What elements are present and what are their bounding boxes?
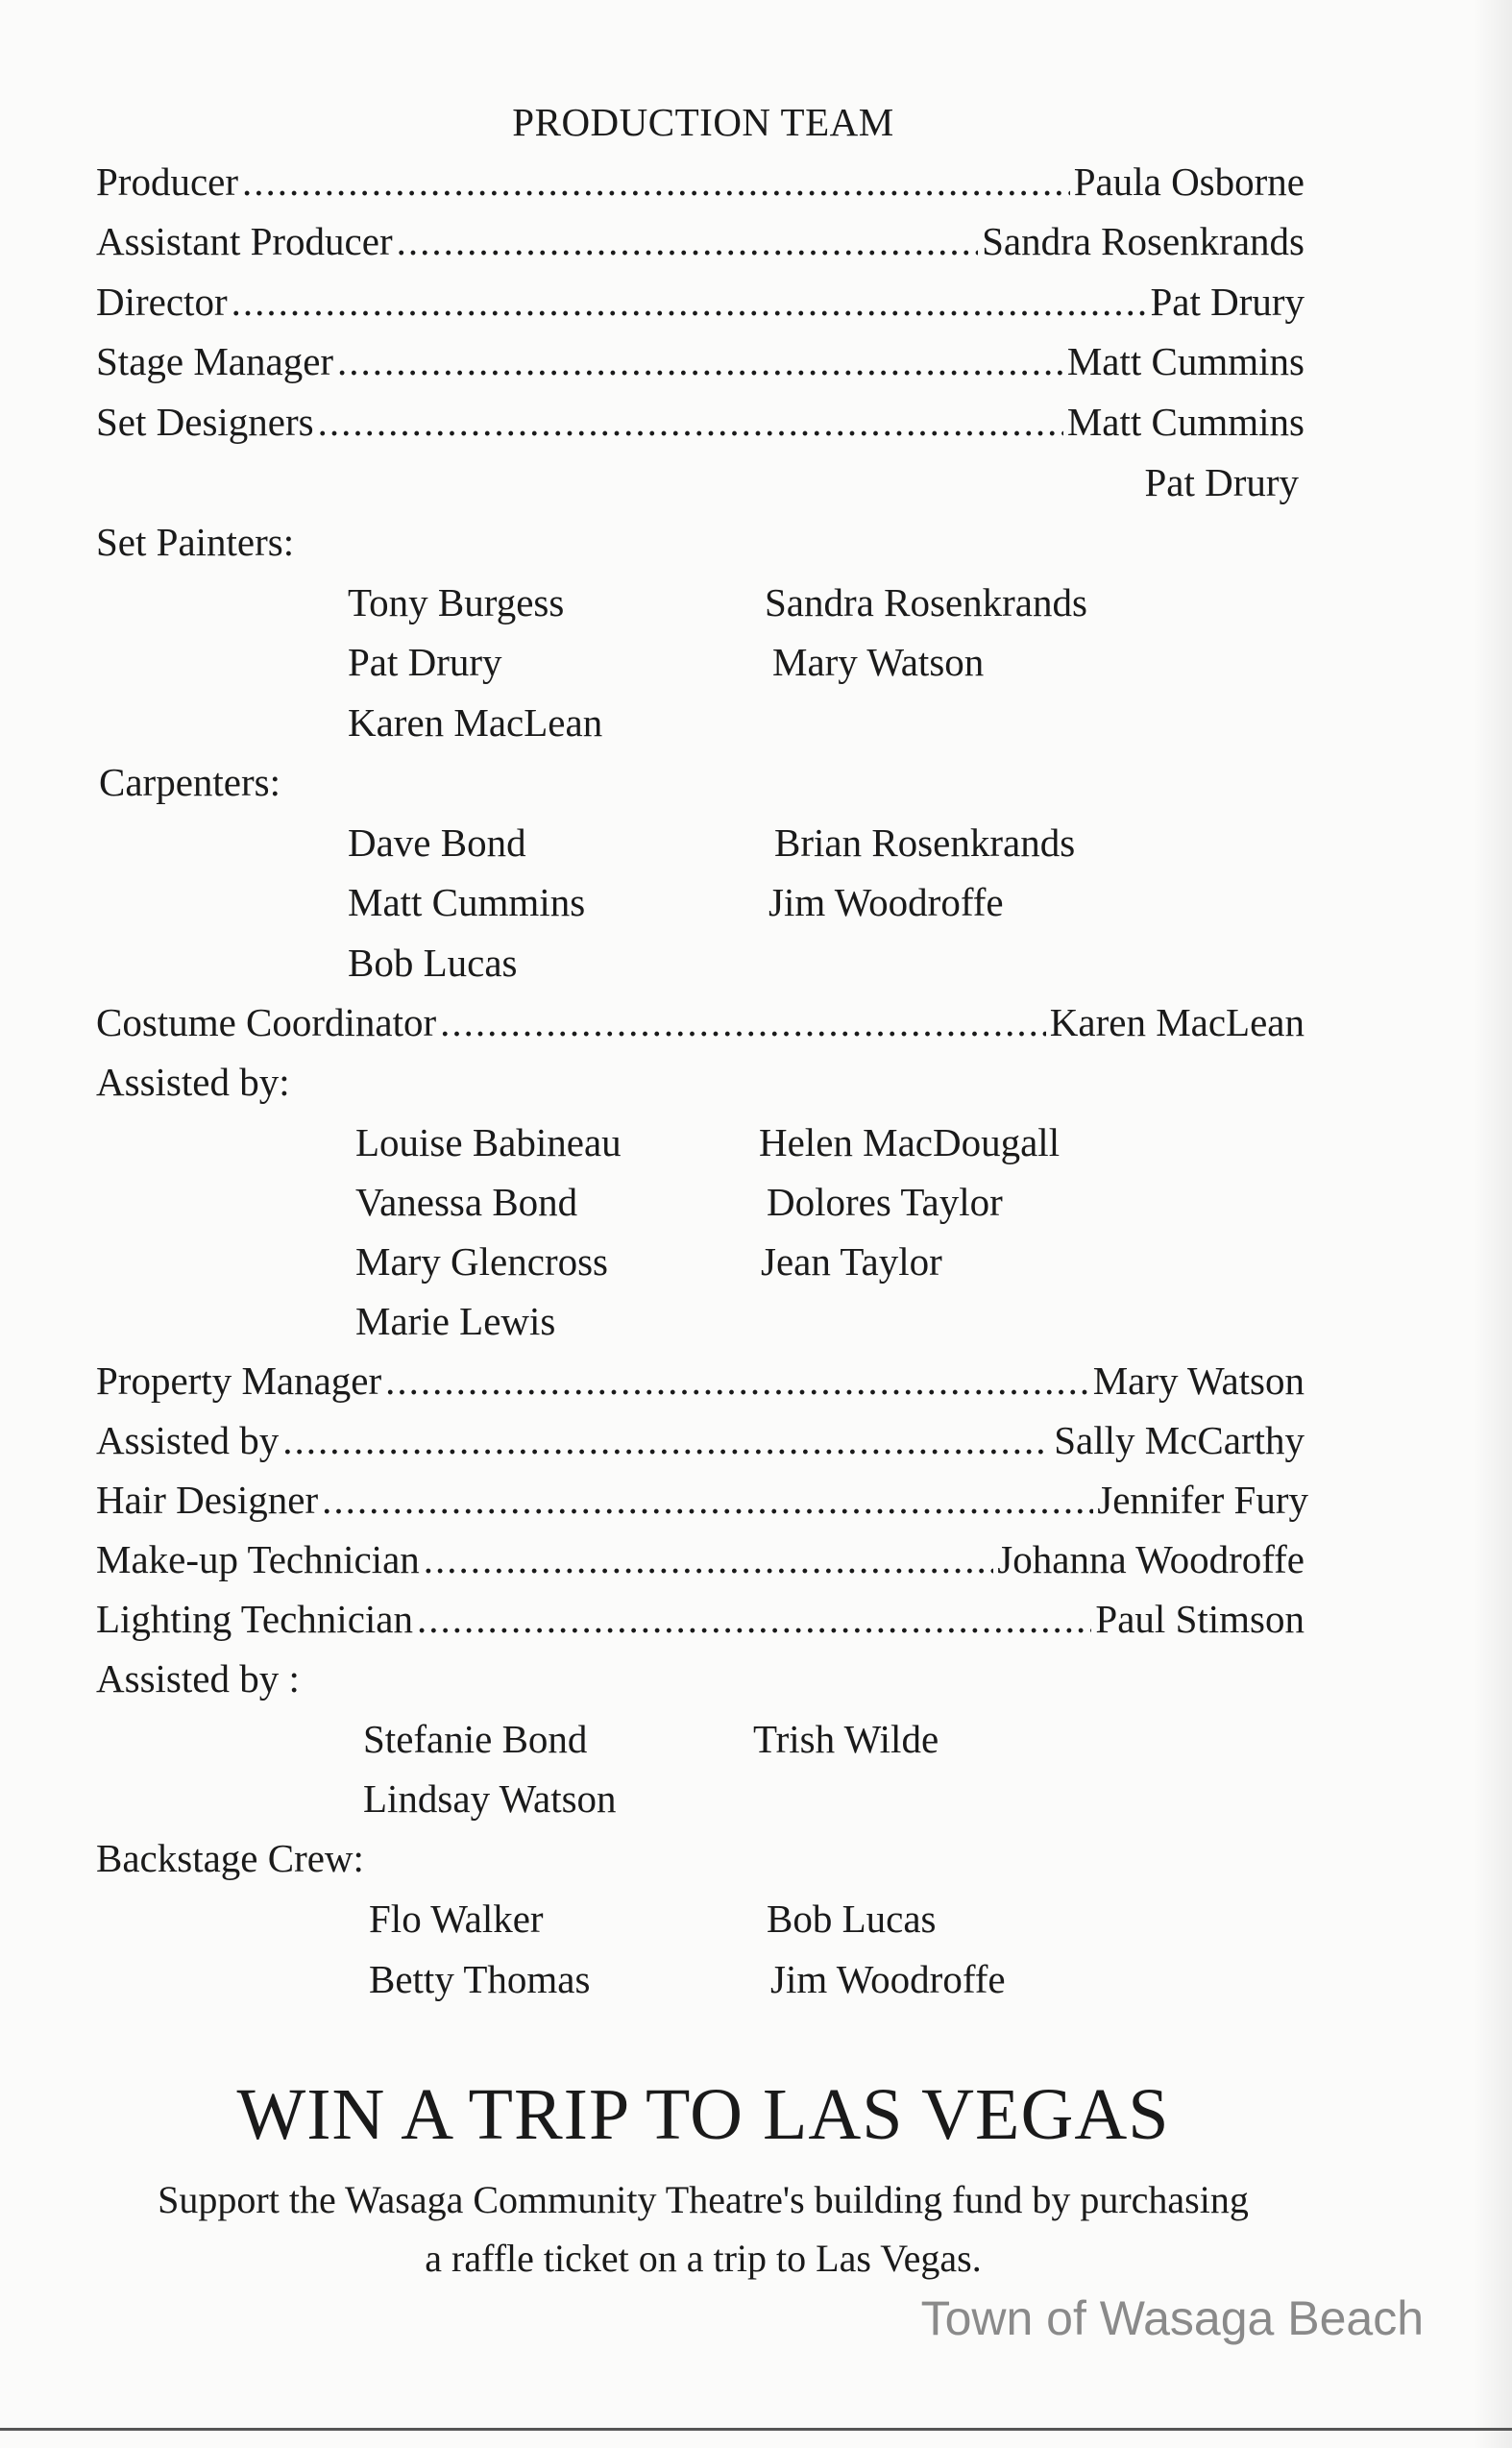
leader-dots (337, 338, 1063, 384)
credit-row (96, 399, 1305, 447)
credit-row (96, 218, 1305, 266)
person-name: Bob Lucas (348, 941, 518, 985)
credit-row (96, 338, 1305, 386)
role-label: Assistant Producer (96, 219, 393, 263)
promo-text-line: Support the Wasaga Community Theatre's building fund by purchasing (158, 2178, 1249, 2221)
person-name: Pat Drury (348, 640, 502, 684)
role-label: Stage Manager (96, 339, 334, 383)
credit-row (96, 1536, 1305, 1584)
person-name: Brian Rosenkrands (774, 820, 1076, 865)
group-label: Set Painters: (96, 520, 295, 564)
person-name: Lindsay Watson (363, 1776, 617, 1821)
person-name: Matt Cummins (1066, 339, 1305, 383)
credit-row (96, 159, 1305, 207)
leader-dots (232, 279, 1147, 325)
person-name: Paul Stimson (1095, 1597, 1305, 1641)
page-edge-shadow (1474, 0, 1512, 2448)
role-label: Assisted by (96, 1418, 280, 1462)
person-name: Trish Wilde (753, 1717, 939, 1761)
leader-dots (242, 159, 1070, 205)
person-name: Mary Watson (1092, 1359, 1305, 1403)
group-label: Assisted by : (96, 1656, 300, 1701)
person-name: Mary Glencross (355, 1239, 609, 1284)
role-label: Make-up Technician (96, 1537, 420, 1581)
person-name: Mary Watson (772, 640, 985, 684)
leader-dots (385, 1358, 1089, 1404)
watermark: Town of Wasaga Beach (920, 2291, 1424, 2345)
person-name: Stefanie Bond (363, 1717, 588, 1761)
person-name: Dave Bond (348, 820, 526, 865)
person-name: Sandra Rosenkrands (982, 219, 1305, 263)
leader-dots (322, 1477, 1093, 1523)
person-name: Matt Cummins (1066, 400, 1305, 444)
group-label: Carpenters: (99, 760, 280, 804)
person-name: Jim Woodroffe (770, 1957, 1006, 2001)
promo-title: WIN A TRIP TO LAS VEGAS (236, 2074, 1170, 2155)
person-name: Karen MacLean (1049, 1000, 1305, 1044)
person-name: Matt Cummins (348, 880, 586, 924)
person-name: Bob Lucas (767, 1897, 937, 1941)
credit-row (96, 279, 1305, 327)
person-name: Tony Burgess (348, 580, 565, 624)
credit-row (96, 999, 1305, 1047)
credit-row (96, 1358, 1305, 1406)
person-name: Jennifer Fury (1097, 1478, 1308, 1522)
leader-dots (424, 1536, 994, 1582)
person-name: Karen MacLean (348, 700, 603, 745)
person-name: Dolores Taylor (767, 1180, 1003, 1224)
person-name: Louise Babineau (355, 1120, 622, 1164)
promo-text-line: a raffle ticket on a trip to Las Vegas. (425, 2237, 982, 2280)
person-name: Pat Drury (1144, 460, 1299, 504)
person-name: Sandra Rosenkrands (765, 580, 1087, 624)
role-label: Producer (96, 159, 239, 204)
role-label: Director (96, 280, 228, 324)
person-name: Vanessa Bond (355, 1180, 578, 1224)
leader-dots (318, 399, 1063, 445)
person-name: Jean Taylor (761, 1239, 942, 1284)
person-name: Sally McCarthy (1054, 1418, 1305, 1462)
group-label: Backstage Crew: (96, 1836, 364, 1880)
role-label: Property Manager (96, 1359, 382, 1403)
credit-row (96, 1477, 1308, 1525)
person-name: Paula Osborne (1073, 159, 1305, 204)
role-label: Set Designers (96, 400, 314, 444)
person-name: Pat Drury (1150, 280, 1305, 324)
credit-row (96, 1417, 1305, 1465)
person-name: Marie Lewis (355, 1299, 556, 1343)
role-label: Lighting Technician (96, 1597, 413, 1641)
role-label: Hair Designer (96, 1478, 319, 1522)
leader-dots (440, 999, 1046, 1045)
person-name: Flo Walker (369, 1897, 544, 1941)
person-name: Betty Thomas (369, 1957, 591, 2001)
section-heading: PRODUCTION TEAM (512, 100, 894, 144)
person-name: Jim Woodroffe (768, 880, 1004, 924)
leader-dots (282, 1417, 1050, 1463)
page-bottom-edge (0, 2428, 1512, 2431)
leader-dots (417, 1596, 1091, 1642)
person-name: Helen MacDougall (759, 1120, 1061, 1164)
person-name: Johanna Woodroffe (997, 1537, 1305, 1581)
credit-row (96, 1596, 1305, 1644)
group-label: Assisted by: (96, 1060, 290, 1104)
role-label: Costume Coordinator (96, 1000, 437, 1044)
leader-dots (397, 218, 978, 264)
